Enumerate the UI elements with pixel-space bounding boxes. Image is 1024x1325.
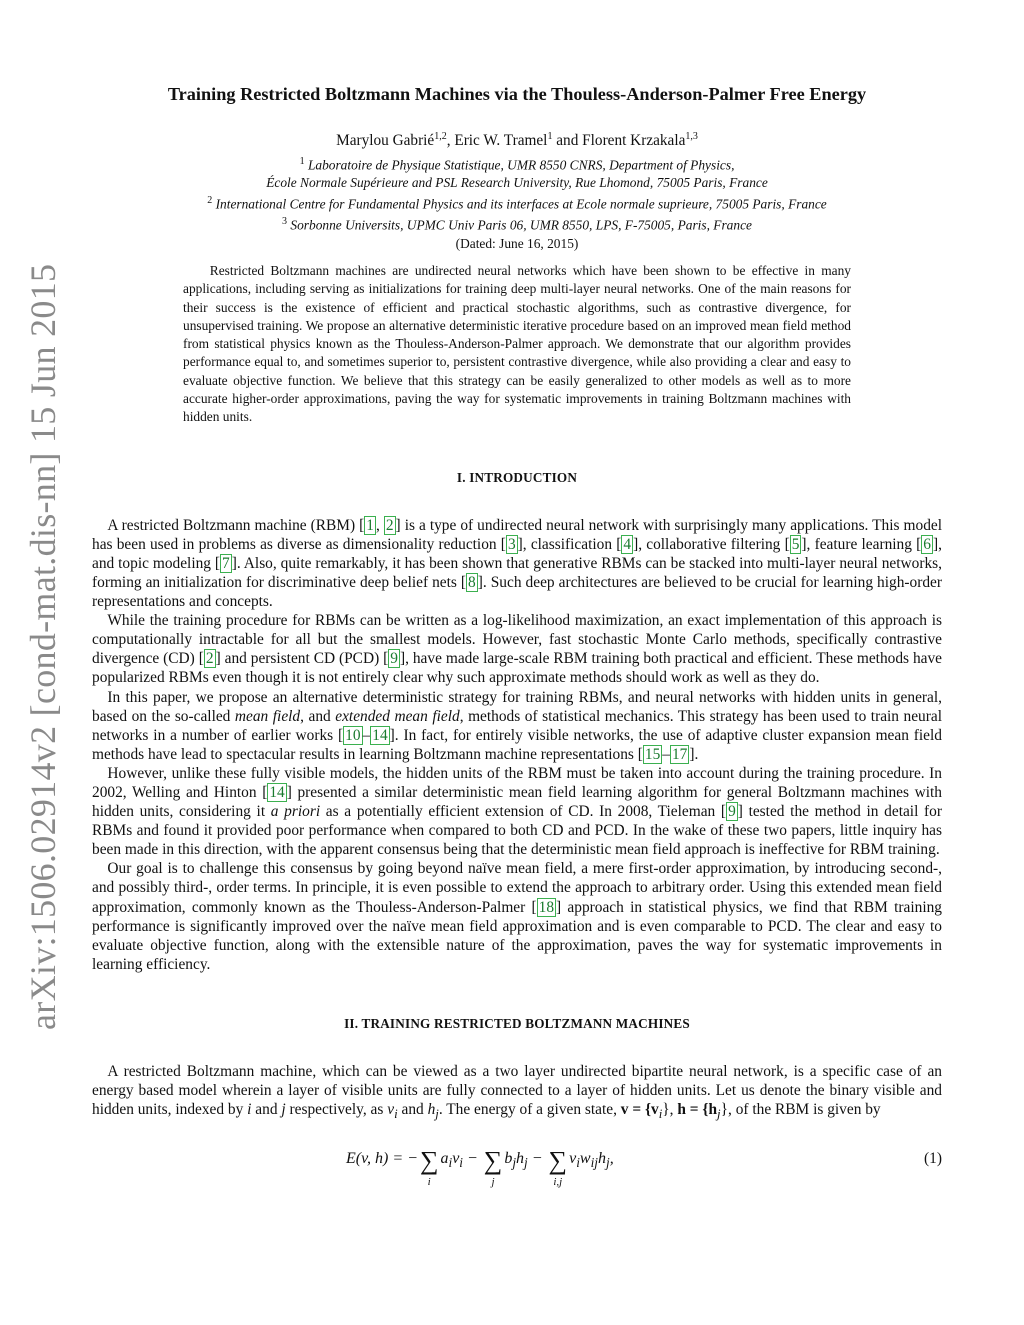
eq-sub: ij <box>590 1155 598 1171</box>
sigma-symbol: ∑ <box>548 1146 568 1176</box>
math-sub: i <box>394 1107 398 1122</box>
citation-link[interactable]: 15 <box>644 745 661 763</box>
citation-link[interactable]: 8 <box>468 573 476 591</box>
text-run: ] is a type of undirected neural network with surprisingly many applications. This model has been used in problems as diverse as dimensionality reduction [ <box>92 516 942 553</box>
text-run: and <box>397 1101 428 1119</box>
citation-link[interactable]: 2 <box>385 516 394 534</box>
author-tramel: , Eric W. Tramel <box>446 132 548 150</box>
emphasis: extended mean field <box>335 707 460 725</box>
citation-link[interactable]: 10 <box>345 726 361 744</box>
text-run: , methods of statistical mechanics. This strategy has been used to train neural networks in a number of earlier works [ <box>92 707 942 744</box>
abstract: Restricted Boltzmann machines are undirected neural networks which have been shown to be effective in many applications, including serving as initializations for training deep multi-layer neural networks. One of the main reasons for their success is the existence of efficient and practical stochastic algorithms, such as contrastive divergence, for unsupervised training. We propose an alternative deterministic iterative procedure based on an improved mean field method from statistical physics known as the Thouless-Anderson-Palmer approach. We demonstrate that our algorithm provides performance equal to, and sometimes superior to, persistent contrastive divergence, while also providing a clear and easy to evaluate objective function. We believe that this strategy can be easily generalized to other models as well as to more accurate higher-order approximations, paving the way for systematic improvements in training Boltzmann machines with hidden units. <box>183 263 851 425</box>
eq-sub: i <box>448 1155 453 1171</box>
text-run: ], have made large-scale RBM training both practical and efficient. These methods have popularized RBMs even though it is not entirely clear why such approximate methods should work as well as they do. <box>92 650 943 687</box>
eq-sub: j <box>605 1155 610 1171</box>
text-run: – <box>662 745 670 763</box>
eq-sub: i <box>576 1155 580 1171</box>
intro-paragraph-1 <box>92 516 942 611</box>
text-run: , <box>669 1101 678 1119</box>
affil-text: International Centre for Fundamental Physics and its interfaces at Ecole normale suprieure, 75005 Paris, France <box>215 196 827 212</box>
equation-body <box>346 1146 614 1190</box>
equation-number: (1) <box>924 1150 942 1168</box>
text-run: ]. Also, quite remarkably, it has been shown that generative RBMs can be stacked into multi-layer neural networks, forming an initialization for discriminative deep belief nets [ <box>92 554 942 591</box>
citation-link[interactable]: 7 <box>222 554 230 572</box>
eq-term: a <box>440 1150 449 1168</box>
eq-term: w <box>579 1150 591 1168</box>
emphasis: a priori <box>270 803 321 821</box>
author-sup: 1,2 <box>434 131 447 142</box>
text-run: A restricted Boltzmann machine (RBM) [ <box>107 516 365 534</box>
eq-sub: j <box>512 1155 517 1171</box>
text-run: ]. <box>689 745 699 763</box>
affil-sup: 3 <box>282 215 288 227</box>
affil-text: Laboratoire de Physique Statistique, UMR 8550 CNRS, Department of Physics, <box>307 157 735 173</box>
text-run: ] approach in statistical physics, we find that RBM training performance is significantly improved over the naïve mean field approximation and is even comparable to PCD. The clear and easy to evaluate objective function, along with the extensible nature of the approximation, paves the way for systematic improvements in learning efficiency. <box>92 898 942 973</box>
text-run: A restricted Boltzmann machine, which can be viewed as a two layer undirected bipartite neural network, is a specific case of an energy based model wherein a layer of visible units are fully connected to a layer of hidden units. Let us denote the binary visible and hidden units, indexed by <box>92 1062 942 1119</box>
eq-op: − <box>463 1150 482 1168</box>
text-run: While the training procedure for RBMs can be written as a log-likelihood maximization, an exact implementation of this approach is computationally intractable for all but the smallest models. However, fast stochastic Monte Carlo methods, specifically contrastive divergence (CD) [ <box>92 612 942 668</box>
paper-title: Training Restricted Boltzmann Machines via the Thouless-Anderson-Palmer Free Energy <box>167 84 867 104</box>
text-run: ] and persistent CD (PCD) [ <box>215 650 389 668</box>
eq-sub: i <box>459 1155 463 1171</box>
citation-link[interactable]: 3 <box>507 535 516 553</box>
text-run: ], classification [ <box>517 535 622 553</box>
arxiv-identifier: arXiv:1506.02914v2 [cond-mat.dis-nn] 15 Jun 2015 <box>23 263 63 1030</box>
sum-index: i,j <box>553 1176 563 1189</box>
eq-lhs: E(v, h) = − <box>346 1150 418 1168</box>
text-run: ]. In fact, for entirely visible networks, the use of adaptive cluster expansion mean field methods have lead to spectacular results in learning Boltzmann machine representations [ <box>92 726 942 763</box>
intro-paragraph-3 <box>92 688 942 764</box>
math-var: h <box>427 1101 436 1119</box>
citation-link[interactable]: 9 <box>728 803 736 821</box>
text-run: ], collaborative filtering [ <box>633 535 790 553</box>
math-expr: } <box>720 1101 728 1119</box>
author-krzakala: and Florent Krzakala <box>552 132 686 150</box>
emphasis: mean field <box>234 707 301 725</box>
math-sub: j <box>435 1107 439 1122</box>
affil-text: Sorbonne Universits, UPMC Univ Paris 06, UMR 8550, LPS, F-75005, Paris, France <box>290 217 752 232</box>
citation-link[interactable]: 14 <box>372 726 388 744</box>
citation-link[interactable]: 5 <box>791 535 800 553</box>
intro-paragraph-5 <box>92 859 942 974</box>
text-run: , and <box>300 707 336 725</box>
sum-index: j <box>491 1176 495 1189</box>
text-run: ], feature learning [ <box>801 535 922 553</box>
summation <box>548 1146 568 1190</box>
sigma-symbol: ∑ <box>483 1146 503 1176</box>
citation-link[interactable]: 1 <box>366 516 374 534</box>
paper-page <box>92 84 942 1198</box>
eq-op: − <box>527 1150 547 1168</box>
math-sub: i <box>658 1107 663 1122</box>
eq-term: h <box>516 1150 525 1168</box>
text-run: – <box>362 726 371 744</box>
math-var: i <box>247 1101 252 1119</box>
affiliation-2 <box>92 192 942 213</box>
text-run: ], and topic modeling [ <box>92 535 942 572</box>
text-run: ]. Such deep architectures are believed to be crucial for learning high-order representations and concepts. <box>92 573 942 611</box>
math-expr: h = {h <box>677 1101 718 1119</box>
section-heading-introduction: I. INTRODUCTION <box>456 469 578 485</box>
text-run: as a potentially efficient extension of CD. In 2008, Tieleman [ <box>320 803 727 821</box>
text-run: , of the RBM is given by <box>728 1101 881 1119</box>
author-sup: 1 <box>547 131 553 142</box>
citation-link[interactable]: 9 <box>390 650 398 668</box>
math-expr: } <box>662 1101 670 1119</box>
intro-paragraph-4 <box>92 764 942 859</box>
eq-sub: j <box>524 1155 528 1171</box>
summation <box>419 1146 439 1190</box>
date-line: (Dated: June 16, 2015) <box>455 235 579 251</box>
eq-term: v <box>452 1150 460 1168</box>
text-run: and <box>251 1101 282 1119</box>
text-run: . The energy of a given state, <box>438 1101 621 1119</box>
affil-sup: 1 <box>299 156 305 168</box>
math-sub: j <box>717 1107 721 1122</box>
math-var: j <box>281 1101 286 1119</box>
eq-op: , <box>609 1150 614 1168</box>
eq-term: v <box>569 1150 577 1168</box>
author-gabrie: Marylou Gabrié <box>336 132 435 150</box>
citation-link[interactable]: 17 <box>671 745 688 763</box>
intro-paragraph-2 <box>92 611 942 687</box>
math-var: v <box>387 1101 395 1119</box>
citation-link[interactable]: 14 <box>269 783 285 801</box>
summation <box>483 1146 503 1190</box>
text-run: , <box>375 516 384 534</box>
citation-link[interactable]: 6 <box>923 535 931 553</box>
training-paragraph-1 <box>92 1062 942 1124</box>
author-sup: 1,3 <box>685 131 698 142</box>
sigma-symbol: ∑ <box>419 1146 439 1176</box>
text-run: respectively, as <box>285 1101 388 1119</box>
text-run: However, unlike these fully visible models, the hidden units of the RBM must be taken into account during the training procedure. In 2002, Welling and Hinton [ <box>92 764 942 801</box>
text-run: ] presented a similar deterministic mean field learning algorithm for general Boltzmann machines with hidden units, considering it <box>92 783 943 821</box>
affiliation-3 <box>92 213 942 234</box>
affil-sup: 2 <box>207 194 213 206</box>
citation-link[interactable]: 18 <box>538 898 555 916</box>
section-heading-training: II. TRAINING RESTRICTED BOLTZMANN MACHINES <box>344 1015 690 1031</box>
affil-text: École Normale Supérieure and PSL Research University, Rue Lhomond, 75005 Paris, France <box>266 175 768 191</box>
affiliation-1 <box>92 153 942 174</box>
citation-link[interactable]: 4 <box>623 535 632 553</box>
eq-term: b <box>504 1150 513 1168</box>
author-list <box>92 127 942 150</box>
text-run: ] tested the method in detail for RBMs and found it provided poor performance when compared to both CD and PCD. In the wake of these two papers, little inquiry has been made in this direction, with the apparent consensus being that the deterministic mean field approach is ineffective for RBM training. <box>92 803 942 859</box>
affiliation-1-cont <box>92 174 942 192</box>
sum-index: i <box>427 1176 431 1189</box>
text-run: Our goal is to challenge this consensus by going beyond naïve mean field, a mere first-order approximation, by introducing second-, and possibly third-, order terms. In principle, it is even possible to extend the approach to arbitrary order. Using this extended mean field approximation, commonly known as the Thouless-Anderson-Palmer [ <box>92 860 942 916</box>
citation-link[interactable]: 2 <box>205 650 214 668</box>
equation-1 <box>92 1148 942 1198</box>
eq-term: h <box>597 1150 606 1168</box>
math-expr: v = {v <box>620 1101 659 1119</box>
text-run: In this paper, we propose an alternative deterministic strategy for training RBMs, and neural networks with hidden units in general, based on the so-called <box>92 688 942 725</box>
